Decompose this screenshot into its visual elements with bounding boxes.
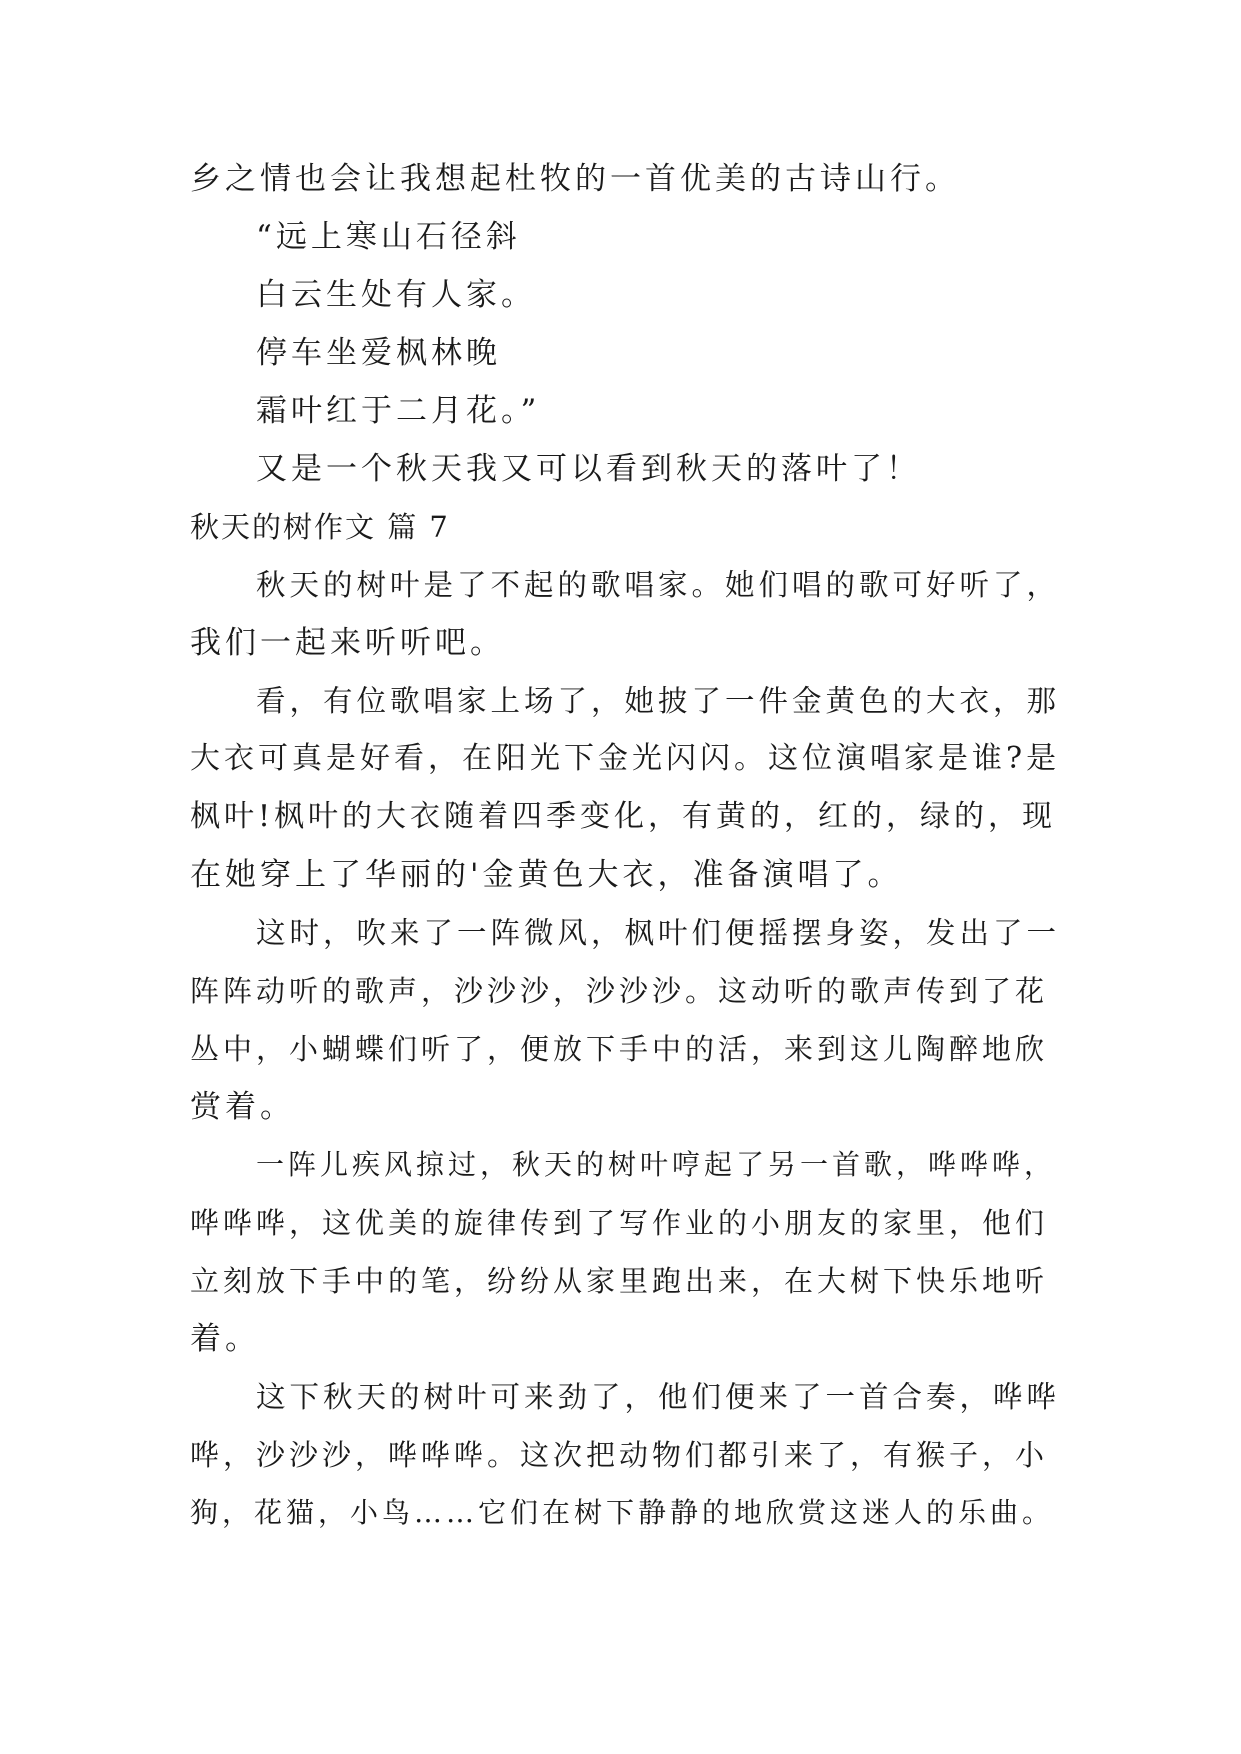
paragraph-line: 丛中，小蝴蝶们听了，便放下手中的活，来到这儿陶醉地欣 xyxy=(190,1032,1049,1066)
paragraph-line: 枫叶!枫叶的大衣随着四季变化，有黄的，红的，绿的，现 xyxy=(190,799,1057,834)
paragraph-line: 赏着。 xyxy=(190,1089,295,1125)
poem-line: 霜叶红于二月花。” xyxy=(256,393,541,429)
paragraph-line: 大衣可真是好看，在阳光下金光闪闪。这位演唱家是谁?是 xyxy=(190,741,1061,776)
paragraph-line: 我们一起来听听吧。 xyxy=(190,625,505,661)
paragraph-line: 又是一个秋天我又可以看到秋天的落叶了！ xyxy=(256,451,921,487)
poem-line: “远上寒山石径斜 xyxy=(256,219,521,255)
paragraph-line: 这时，吹来了一阵微风，枫叶们便摇摆身姿，发出了一 xyxy=(256,916,1061,950)
paragraph-line: 立刻放下手中的笔，纷纷从家里跑出来，在大树下快乐地听 xyxy=(190,1264,1049,1298)
document-page xyxy=(190,150,1060,1542)
paragraph-line: 在她穿上了华丽的'金黄色大衣，准备演唱了。 xyxy=(190,857,903,893)
paragraph-line: 狗，花猫，小鸟……它们在树下静静的地欣赏这迷人的乐曲。 xyxy=(190,1496,1055,1529)
paragraph-line: 这下秋天的树叶可来劲了，他们便来了一首合奏，哗哗 xyxy=(256,1380,1061,1414)
paragraph-line: 看，有位歌唱家上场了，她披了一件金黄色的大衣，那 xyxy=(256,684,1061,718)
paragraph-line: 着。 xyxy=(190,1321,260,1357)
paragraph-line: 哗哗哗，这优美的旋律传到了写作业的小朋友的家里，他们 xyxy=(190,1206,1049,1240)
poem-line: 停车坐爱枫林晚 xyxy=(256,335,501,371)
paragraph-line: 乡之情也会让我想起杜牧的一首优美的古诗山行。 xyxy=(190,161,960,197)
poem-line: 白云生处有人家。 xyxy=(256,277,536,313)
paragraph-line: 哗，沙沙沙，哗哗哗。这次把动物们都引来了，有猴子，小 xyxy=(190,1438,1049,1472)
section-heading: 秋天的树作文 篇 7 xyxy=(190,510,450,544)
paragraph-line: 一阵儿疾风掠过，秋天的树叶哼起了另一首歌，哗哗哗， xyxy=(256,1148,1057,1181)
paragraph-line: 阵阵动听的歌声，沙沙沙，沙沙沙。这动听的歌声传到了花 xyxy=(190,974,1049,1008)
paragraph-line: 秋天的树叶是了不起的歌唱家。她们唱的歌可好听了， xyxy=(256,568,1061,602)
